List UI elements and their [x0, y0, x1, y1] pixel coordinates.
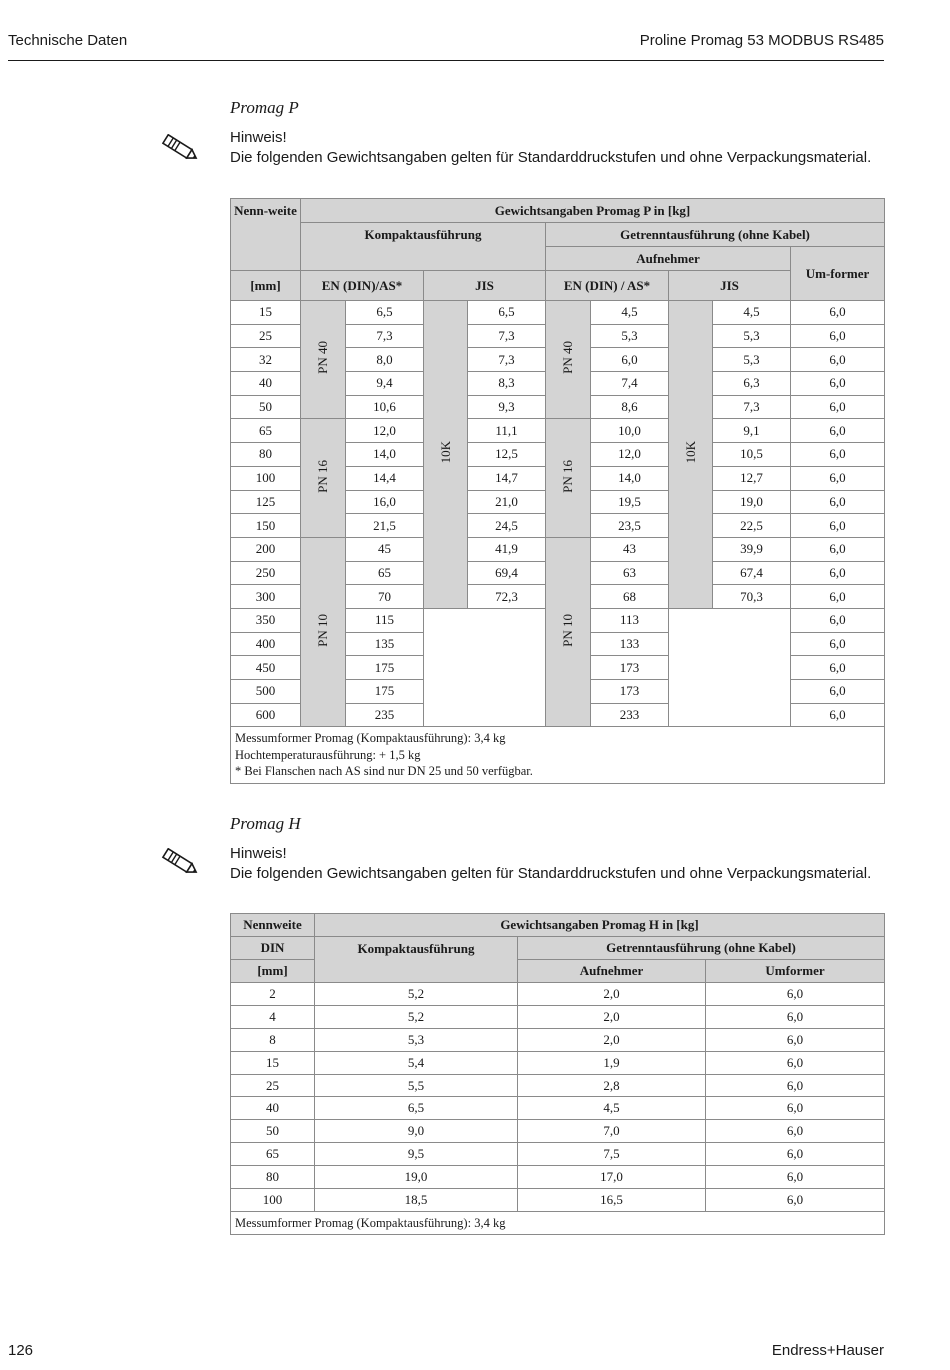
cell-dn: 250 — [231, 561, 301, 585]
cell-jis-compact: 72,3 — [468, 585, 546, 609]
cell-dn: 80 — [231, 443, 301, 467]
cell-umformer: 6,0 — [791, 514, 885, 538]
cell-umformer: 6,0 — [791, 680, 885, 704]
cell-en-separate: 10,0 — [591, 419, 669, 443]
cell-dn: 32 — [231, 348, 301, 372]
section-title-promag-h: Promag H — [230, 814, 301, 833]
cell-kompakt: 5,2 — [315, 983, 518, 1006]
cell-dn: 600 — [231, 703, 301, 727]
cell-en-compact: 175 — [346, 680, 424, 704]
cell-jis-separate: 5,3 — [713, 348, 791, 372]
cell-en-compact: 9,4 — [346, 372, 424, 396]
cell-umformer: 6,0 — [791, 537, 885, 561]
pressure-group-pn16-compact: PN 16 — [301, 419, 346, 537]
cell-dn: 100 — [231, 1189, 315, 1212]
cell-umformer: 6,0 — [791, 703, 885, 727]
cell-en-separate: 4,5 — [591, 301, 669, 325]
table-footnote — [231, 727, 885, 784]
table-row — [231, 1005, 885, 1028]
cell-umformer: 6,0 — [706, 1028, 885, 1051]
cell-umformer: 6,0 — [791, 395, 885, 419]
cell-umformer: 6,0 — [791, 419, 885, 443]
cell-dn: 50 — [231, 1120, 315, 1143]
note-title: Hinweis! — [230, 129, 287, 146]
cell-aufnehmer: 2,0 — [518, 1028, 706, 1051]
cell-jis-compact: 41,9 — [468, 537, 546, 561]
cell-dn: 350 — [231, 608, 301, 632]
cell-umformer: 6,0 — [791, 324, 885, 348]
cell-dn: 40 — [231, 1097, 315, 1120]
cell-en-separate: 6,0 — [591, 348, 669, 372]
table-row — [231, 1051, 885, 1074]
cell-aufnehmer: 17,0 — [518, 1166, 706, 1189]
cell-jis-compact: 9,3 — [468, 395, 546, 419]
empty-jis-separate — [669, 608, 791, 726]
cell-jis-separate: 6,3 — [713, 372, 791, 396]
pressure-group-10k-compact: 10K — [424, 301, 468, 609]
cell-kompakt: 5,2 — [315, 1005, 518, 1028]
col-header-aufnehmer: Aufnehmer — [518, 960, 706, 983]
table-row — [231, 1189, 885, 1212]
weight-table-promag-h — [230, 913, 885, 1235]
pressure-group-pn16-separate: PN 16 — [546, 419, 591, 537]
note-promag-p — [230, 128, 871, 168]
pressure-group-pn10-compact: PN 10 — [301, 537, 346, 727]
col-header-din: DIN — [231, 937, 315, 960]
cell-aufnehmer: 2,0 — [518, 1005, 706, 1028]
cell-jis-compact: 8,3 — [468, 372, 546, 396]
cell-jis-separate: 22,5 — [713, 514, 791, 538]
cell-umformer: 6,0 — [706, 1097, 885, 1120]
table-row — [231, 983, 885, 1006]
pressure-group-pn40-separate: PN 40 — [546, 301, 591, 419]
cell-jis-compact: 7,3 — [468, 324, 546, 348]
cell-dn: 25 — [231, 1074, 315, 1097]
cell-en-compact: 12,0 — [346, 419, 424, 443]
cell-jis-separate: 9,1 — [713, 419, 791, 443]
col-header-umformer: Um-former — [791, 247, 885, 301]
cell-umformer: 6,0 — [791, 656, 885, 680]
cell-dn: 8 — [231, 1028, 315, 1051]
cell-dn: 4 — [231, 1005, 315, 1028]
col-header-umformer: Umformer — [706, 960, 885, 983]
cell-umformer: 6,0 — [706, 1189, 885, 1212]
cell-en-compact: 175 — [346, 656, 424, 680]
col-header-main: Gewichtsangaben Promag H in [kg] — [315, 914, 885, 937]
cell-umformer: 6,0 — [706, 1143, 885, 1166]
cell-kompakt: 19,0 — [315, 1166, 518, 1189]
note-title: Hinweis! — [230, 845, 287, 862]
cell-kompakt: 6,5 — [315, 1097, 518, 1120]
cell-en-separate: 233 — [591, 703, 669, 727]
cell-dn: 150 — [231, 514, 301, 538]
col-header-jis-separate: JIS — [669, 271, 791, 301]
table-row — [231, 1120, 885, 1143]
cell-jis-separate: 70,3 — [713, 585, 791, 609]
cell-en-compact: 7,3 — [346, 324, 424, 348]
col-header-aufnehmer: Aufnehmer — [546, 247, 791, 271]
cell-en-compact: 6,5 — [346, 301, 424, 325]
cell-aufnehmer: 16,5 — [518, 1189, 706, 1212]
cell-jis-separate: 19,0 — [713, 490, 791, 514]
cell-umformer: 6,0 — [791, 466, 885, 490]
cell-jis-compact: 24,5 — [468, 514, 546, 538]
col-header-nennweite: Nennweite — [231, 914, 315, 937]
cell-jis-compact: 6,5 — [468, 301, 546, 325]
cell-dn: 25 — [231, 324, 301, 348]
cell-kompakt: 5,4 — [315, 1051, 518, 1074]
cell-en-compact: 8,0 — [346, 348, 424, 372]
cell-jis-compact: 7,3 — [468, 348, 546, 372]
cell-aufnehmer: 2,0 — [518, 983, 706, 1006]
table-footnote: Messumformer Promag (Kompaktausführung): 3,4 kg — [231, 1211, 885, 1235]
cell-en-compact: 21,5 — [346, 514, 424, 538]
table-row — [231, 1166, 885, 1189]
cell-dn: 15 — [231, 1051, 315, 1074]
cell-umformer: 6,0 — [791, 490, 885, 514]
cell-umformer: 6,0 — [706, 1074, 885, 1097]
cell-en-separate: 63 — [591, 561, 669, 585]
table-row — [231, 301, 885, 325]
cell-umformer: 6,0 — [706, 1005, 885, 1028]
cell-en-separate: 173 — [591, 656, 669, 680]
cell-dn: 300 — [231, 585, 301, 609]
cell-aufnehmer: 4,5 — [518, 1097, 706, 1120]
col-header-nennweite: Nenn-weite — [231, 199, 301, 271]
footnote-line: Messumformer Promag (Kompaktausführung): 3,4 kg — [235, 731, 506, 746]
running-header-section: Technische Daten — [8, 32, 128, 49]
cell-aufnehmer: 7,5 — [518, 1143, 706, 1166]
cell-kompakt: 5,3 — [315, 1028, 518, 1051]
pencil-note-icon — [160, 848, 200, 876]
note-text: Die folgenden Gewichtsangaben gelten für Standarddruckstufen und ohne Verpackungsmaterial. — [230, 865, 872, 882]
table-row — [231, 419, 885, 443]
cell-jis-separate: 7,3 — [713, 395, 791, 419]
cell-en-separate: 113 — [591, 608, 669, 632]
cell-en-separate: 133 — [591, 632, 669, 656]
cell-dn: 450 — [231, 656, 301, 680]
col-header-kompakt: Kompaktausführung — [301, 223, 546, 271]
cell-dn: 500 — [231, 680, 301, 704]
cell-en-compact: 70 — [346, 585, 424, 609]
cell-umformer: 6,0 — [791, 348, 885, 372]
cell-en-compact: 14,4 — [346, 466, 424, 490]
cell-jis-separate: 39,9 — [713, 537, 791, 561]
cell-dn: 40 — [231, 372, 301, 396]
cell-jis-separate: 12,7 — [713, 466, 791, 490]
cell-umformer: 6,0 — [706, 1051, 885, 1074]
pressure-group-pn10-separate: PN 10 — [546, 537, 591, 727]
cell-dn: 15 — [231, 301, 301, 325]
cell-aufnehmer: 1,9 — [518, 1051, 706, 1074]
cell-en-compact: 235 — [346, 703, 424, 727]
cell-umformer: 6,0 — [706, 983, 885, 1006]
cell-jis-compact: 11,1 — [468, 419, 546, 443]
cell-jis-compact: 14,7 — [468, 466, 546, 490]
col-header-getrennt: Getrenntausführung (ohne Kabel) — [546, 223, 885, 247]
empty-jis-compact — [424, 608, 546, 726]
cell-kompakt: 18,5 — [315, 1189, 518, 1212]
cell-dn: 65 — [231, 1143, 315, 1166]
footer-brand: Endress+Hauser — [771, 1342, 884, 1359]
footnote-line: Hochtemperaturausführung: + 1,5 kg — [235, 747, 421, 762]
col-header-mm: [mm] — [231, 960, 315, 983]
cell-en-separate: 12,0 — [591, 443, 669, 467]
cell-en-compact: 65 — [346, 561, 424, 585]
cell-en-separate: 173 — [591, 680, 669, 704]
pressure-group-pn40-compact: PN 40 — [301, 301, 346, 419]
cell-jis-compact: 69,4 — [468, 561, 546, 585]
col-header-en-separate: EN (DIN) / AS* — [546, 271, 669, 301]
page-number: 126 — [8, 1342, 34, 1359]
header-rule — [8, 60, 884, 61]
cell-umformer: 6,0 — [791, 301, 885, 325]
cell-en-separate: 19,5 — [591, 490, 669, 514]
cell-en-compact: 16,0 — [346, 490, 424, 514]
cell-umformer: 6,0 — [791, 608, 885, 632]
cell-dn: 80 — [231, 1166, 315, 1189]
col-header-jis-compact: JIS — [424, 271, 546, 301]
cell-en-separate: 7,4 — [591, 372, 669, 396]
cell-jis-separate: 4,5 — [713, 301, 791, 325]
cell-aufnehmer: 2,8 — [518, 1074, 706, 1097]
cell-kompakt: 9,0 — [315, 1120, 518, 1143]
cell-en-compact: 135 — [346, 632, 424, 656]
pressure-group-10k-separate: 10K — [669, 301, 713, 609]
cell-jis-separate: 10,5 — [713, 443, 791, 467]
table-row — [231, 1074, 885, 1097]
cell-en-separate: 14,0 — [591, 466, 669, 490]
cell-dn: 200 — [231, 537, 301, 561]
cell-aufnehmer: 7,0 — [518, 1120, 706, 1143]
note-promag-h — [230, 844, 871, 884]
footnote-line: * Bei Flanschen nach AS sind nur DN 25 und 50 verfügbar. — [235, 764, 533, 779]
cell-umformer: 6,0 — [791, 443, 885, 467]
pencil-note-icon — [160, 134, 200, 162]
cell-en-separate: 68 — [591, 585, 669, 609]
cell-umformer: 6,0 — [706, 1166, 885, 1189]
col-header-main: Gewichtsangaben Promag P in [kg] — [301, 199, 885, 223]
cell-jis-compact: 21,0 — [468, 490, 546, 514]
cell-dn: 65 — [231, 419, 301, 443]
col-header-kompakt: Kompaktausführung — [315, 937, 518, 983]
cell-dn: 125 — [231, 490, 301, 514]
cell-en-compact: 14,0 — [346, 443, 424, 467]
cell-en-separate: 5,3 — [591, 324, 669, 348]
cell-umformer: 6,0 — [791, 372, 885, 396]
cell-dn: 100 — [231, 466, 301, 490]
cell-umformer: 6,0 — [791, 585, 885, 609]
cell-en-separate: 43 — [591, 537, 669, 561]
col-header-mm: [mm] — [231, 271, 301, 301]
table-row — [231, 1028, 885, 1051]
cell-en-compact: 45 — [346, 537, 424, 561]
cell-dn: 2 — [231, 983, 315, 1006]
col-header-getrennt: Getrenntausführung (ohne Kabel) — [518, 937, 885, 960]
section-title-promag-p: Promag P — [230, 98, 299, 117]
cell-jis-compact: 12,5 — [468, 443, 546, 467]
col-header-en-compact: EN (DIN)/AS* — [301, 271, 424, 301]
cell-umformer: 6,0 — [791, 632, 885, 656]
cell-kompakt: 5,5 — [315, 1074, 518, 1097]
cell-kompakt: 9,5 — [315, 1143, 518, 1166]
cell-en-separate: 23,5 — [591, 514, 669, 538]
cell-jis-separate: 67,4 — [713, 561, 791, 585]
cell-en-separate: 8,6 — [591, 395, 669, 419]
weight-table-promag-p — [230, 198, 885, 784]
table-row — [231, 537, 885, 561]
table-row — [231, 1097, 885, 1120]
cell-umformer: 6,0 — [791, 561, 885, 585]
cell-dn: 400 — [231, 632, 301, 656]
cell-en-compact: 115 — [346, 608, 424, 632]
table-row — [231, 1143, 885, 1166]
cell-jis-separate: 5,3 — [713, 324, 791, 348]
note-text: Die folgenden Gewichtsangaben gelten für Standarddruckstufen und ohne Verpackungsmaterial. — [230, 149, 872, 166]
cell-dn: 50 — [231, 395, 301, 419]
cell-en-compact: 10,6 — [346, 395, 424, 419]
cell-umformer: 6,0 — [706, 1120, 885, 1143]
running-header-product: Proline Promag 53 MODBUS RS485 — [639, 32, 884, 49]
